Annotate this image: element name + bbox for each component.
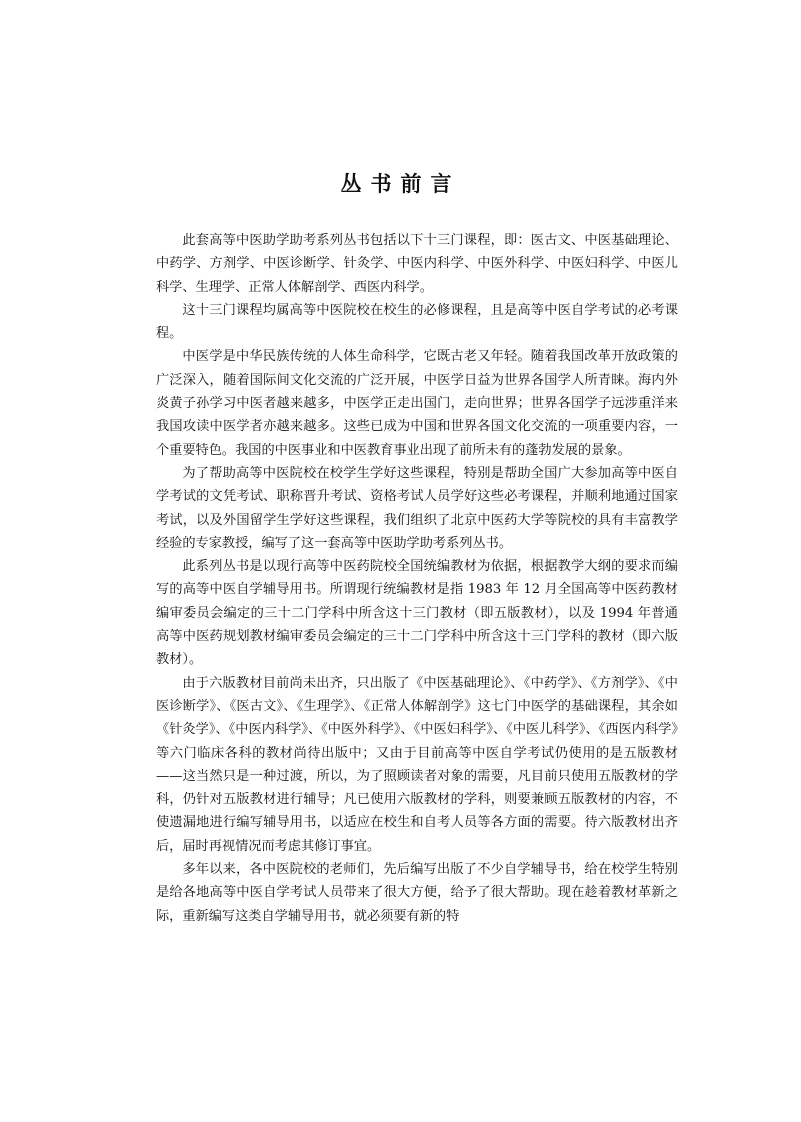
paragraph-5: 此系列丛书是以现行高等中医药院校全国统编教材为依据，根据教学大纲的要求而编写的高等中医自学辅导用书。所谓现行统编教材是指 1983 年 12 月全国高等中医药教材编审委员会编定的三十二门学科中所含这十三门教材（即五版教材），以及 1994 年普通高等中医药规划教材编审委员会编定的三十二门学科中所含这十三门学科的教材（即六版教材）。	[156, 559, 678, 668]
paragraph-7: 多年以来，各中医院校的老师们，先后编写出版了不少自学辅导书，给在校学生特别是给各地高等中医自学考试人员带来了很大方便，给予了很大帮助。现在趁着教材革新之际，重新编写这类自学辅导用书，就必须要有新的特	[156, 862, 678, 924]
paragraph-3: 中医学是中华民族传统的人体生命科学，它既古老又年轻。随着我国改革开放政策的广泛深入，随着国际间文化交流的广泛开展，中医学日益为世界各国学人所青睐。海内外炎黄子孙学习中医者越来越多，中医学正走出国门，走向世界；世界各国学子远涉重洋来我国攻读中医学者亦越来越多。这些已成为中国和世界各国文化交流的一项重要内容，一个重要特色。我国的中医事业和中医教育事业出现了前所未有的蓬勃发展的景象。	[156, 349, 678, 458]
paragraph-6: 由于六版教材目前尚未出齐，只出版了《中医基础理论》、《中药学》、《方剂学》、《中医诊断学》、《医古文》、《生理学》、《正常人体解剖学》这七门中医学的基础课程，其余如《针灸学》、《中医内科学》、《中医外科学》、《中医妇科学》、《中医儿科学》、《西医内科学》等六门临床各科的教材尚待出版中；又由于目前高等中医自学考试仍使用的是五版教材——这当然只是一种过渡，所以，为了照顾读者对象的需要，凡目前只使用五版教材的学科，仍针对五版教材进行辅导；凡已使用六版教材的学科，则要兼顾五版教材的内容，不使遗漏地进行编写辅导用书，以适应在校生和自考人员等各方面的需要。待六版教材出齐后，届时再视情况而考虑其修订事宜。	[156, 675, 678, 854]
page-title: 丛书前言	[340, 172, 461, 196]
paragraph-2: 这十三门课程均属高等中医院校在校生的必修课程，且是高等中医自学考试的必考课程。	[156, 302, 678, 342]
preface-body	[156, 229, 678, 928]
paragraph-1: 此套高等中医助学助考系列丛书包括以下十三门课程，即：医古文、中医基础理论、中药学、方剂学、中医诊断学、针灸学、中医内科学、中医外科学、中医妇科学、中医儿科学、生理学、正常人体解剖学、西医内科学。	[156, 233, 678, 295]
paragraph-4: 为了帮助高等中医院校在校学生学好这些课程，特别是帮助全国广大参加高等中医自学考试的文凭考试、职称晋升考试、资格考试人员学好这些必考课程，并顺利地通过国家考试，以及外国留学生学好这些课程，我们组织了北京中医药大学等院校的具有丰富教学经验的专家教授，编写了这一套高等中医助学助考系列丛书。	[156, 465, 678, 551]
